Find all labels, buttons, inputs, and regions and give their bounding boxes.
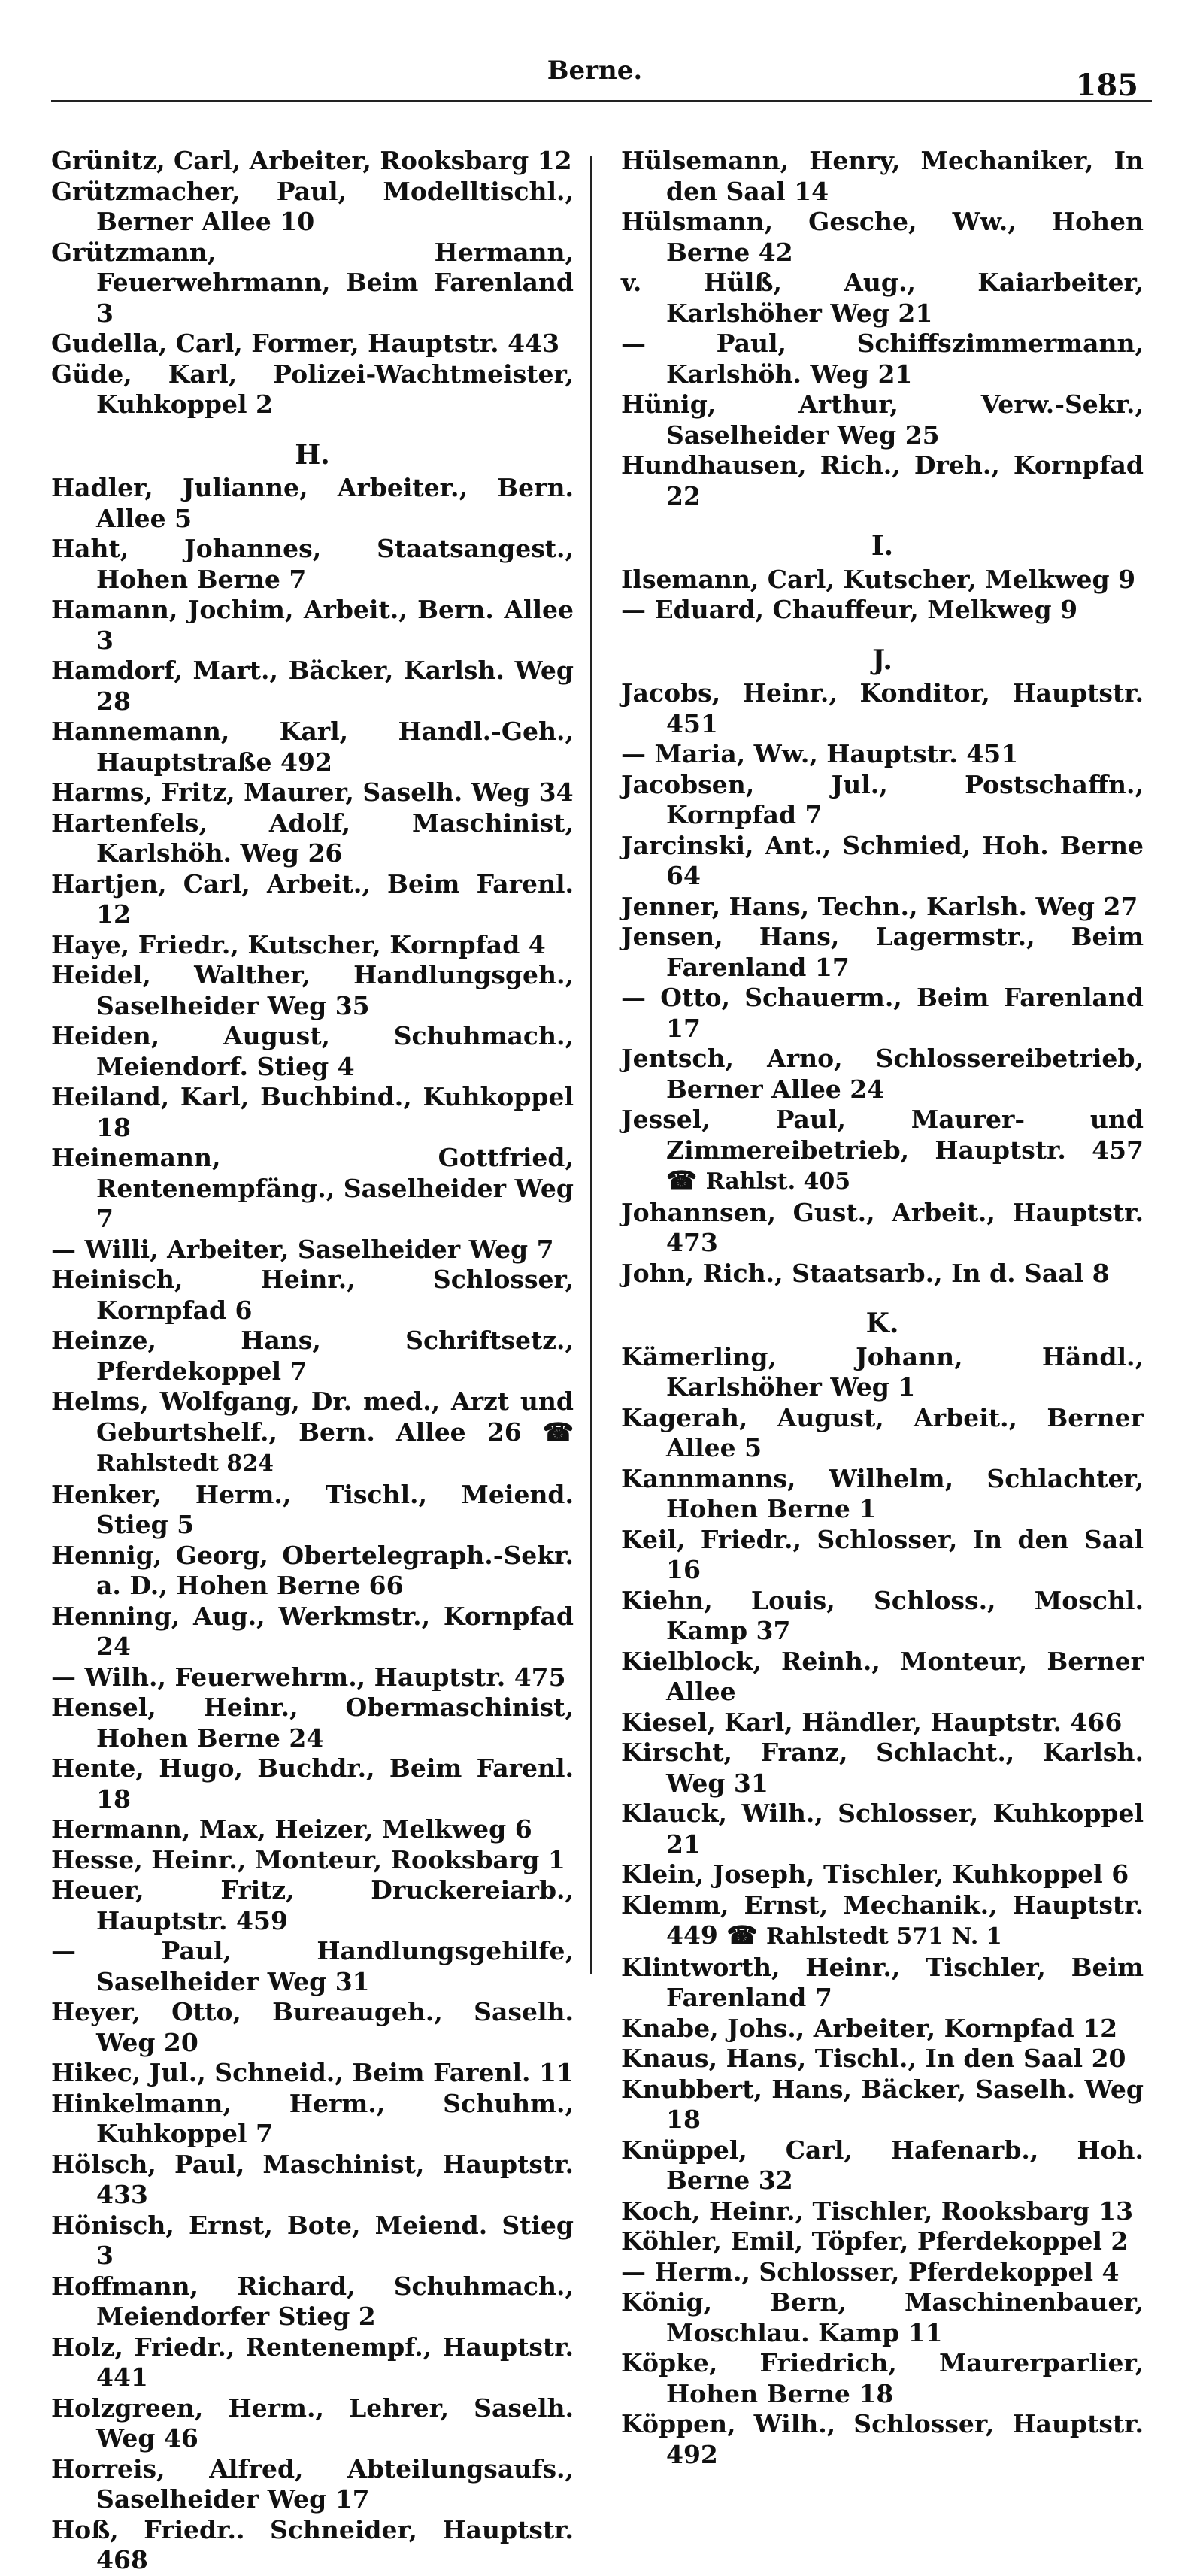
page-header [51, 50, 1138, 102]
directory-entry [621, 983, 1144, 1044]
directory-entry [621, 2409, 1144, 2470]
directory-entry [621, 1738, 1144, 1799]
entry-text: Hensel, Heinr., Obermaschinist, Hohen Berne 24 [51, 1693, 574, 1753]
entry-text: Kielblock, Reinh., Monteur, Berner Allee [621, 1646, 1144, 1706]
entry-text: Gudella, Carl, Former, Hauptstr. 443 [51, 329, 560, 358]
directory-entry [621, 739, 1144, 770]
entry-text: Jentsch, Arno, Schlossereibetrieb, Berner Allee 24 [621, 1044, 1144, 1104]
entry-text: Hesse, Heinr., Monteur, Rooksbarg 1 [51, 1844, 565, 1874]
directory-entry [51, 2058, 574, 2089]
entry-text: Johannsen, Gust., Arbeit., Hauptstr. 473 [621, 1197, 1144, 1257]
section-letter: H. [295, 438, 330, 471]
telephone-icon: ☎ [666, 1165, 706, 1195]
entry-text: Hikec, Jul., Schneid., Beim Farenl. 11 [51, 2058, 574, 2087]
directory-entry [621, 2348, 1144, 2409]
directory-entry [51, 2150, 574, 2211]
entry-text: Hente, Hugo, Buchdr., Beim Farenl. 18 [51, 1753, 574, 1814]
directory-entry [51, 808, 574, 869]
entry-text: Knaus, Hans, Tischl., In den Saal 20 [621, 2044, 1126, 2073]
directory-entry [621, 2226, 1144, 2257]
entry-text: — Eduard, Chauffeur, Melkweg 9 [621, 595, 1078, 624]
entry-text: Hoffmann, Richard, Schuhmach., Meiendorfer Stieg 2 [51, 2271, 574, 2331]
directory-entry [621, 1647, 1144, 1708]
section-letter: I. [871, 530, 894, 562]
entry-text: Hadler, Julianne, Arbeiter., Bern. Allee 5 [51, 473, 574, 533]
directory-entry [51, 1693, 574, 1753]
directory-entry [621, 1464, 1144, 1525]
directory-entry [51, 2332, 574, 2393]
directory-entry [51, 177, 574, 238]
entry-text: Knubbert, Hans, Bäcker, Saselh. Weg 18 [621, 2074, 1144, 2134]
entry-text: John, Rich., Staatsarb., In d. Saal 8 [621, 1258, 1110, 1288]
directory-entry [621, 2257, 1144, 2288]
entry-text: Heidel, Walther, Handlungsgeh., Saselheider Weg 35 [51, 960, 574, 1020]
entry-text: König, Bern, Maschinenbauer, Moschlau. Kamp 11 [621, 2287, 1144, 2347]
entry-text: Hülsemann, Henry, Mechaniker, In den Saal 14 [621, 146, 1144, 206]
entry-text: Koch, Heinr., Tischler, Rooksbarg 13 [621, 2196, 1134, 2226]
directory-entry [51, 717, 574, 777]
entry-text: Heyer, Otto, Bureaugeh., Saselh. Weg 20 [51, 1997, 574, 2057]
telephone-icon: ☎ [717, 1920, 766, 1950]
entry-text: Grünitz, Carl, Arbeiter, Rooksbarg 12 [51, 146, 572, 175]
directory-entry [621, 922, 1144, 983]
directory-entry [621, 1525, 1144, 1586]
directory-entry [51, 1235, 574, 1265]
entry-text: Hoß, Friedr.. Schneider, Hauptstr. 468 [51, 2514, 574, 2574]
entry-text: Hartjen, Carl, Arbeit., Beim Farenl. 12 [51, 868, 574, 929]
entry-text: Köhler, Emil, Töpfer, Pferdekoppel 2 [621, 2226, 1129, 2256]
entry-text: Klintworth, Heinr., Tischler, Beim Farenland 7 [621, 1952, 1144, 2012]
directory-entry [621, 2044, 1144, 2074]
entry-text: Heiland, Karl, Buchbind., Kuhkoppel 18 [51, 1082, 574, 1142]
directory-entry [621, 329, 1144, 389]
directory-entry [621, 565, 1144, 596]
directory-entry [51, 1386, 574, 1480]
directory-entry [51, 1753, 574, 1814]
directory-entry [51, 2393, 574, 2454]
entry-text: — Paul, Schiffszimmermann, Karlshöh. Weg 21 [621, 329, 1144, 389]
directory-entry [51, 930, 574, 961]
entry-text: Hermann, Max, Heizer, Melkweg 6 [51, 1814, 532, 1844]
directory-entry [621, 1259, 1144, 1290]
directory-entry [51, 1875, 574, 1936]
directory-entry [51, 960, 574, 1021]
entry-text: — Maria, Ww., Hauptstr. 451 [621, 739, 1019, 768]
entry-text: Kämerling, Johann, Händl., Karlshöher Weg 1 [621, 1341, 1144, 1402]
entry-text: Henning, Aug., Werkmstr., Kornpfad 24 [51, 1601, 574, 1661]
entry-text: Knüppel, Carl, Hafenarb., Hoh. Berne 32 [621, 2135, 1144, 2195]
directory-entry [51, 777, 574, 808]
entry-text: Ilsemann, Carl, Kutscher, Melkweg 9 [621, 564, 1136, 594]
directory-entry [621, 1403, 1144, 1464]
directory-entry [621, 1890, 1144, 1953]
entry-text: Haht, Johannes, Staatsangest., Hohen Berne 7 [51, 534, 574, 594]
directory-entry [51, 534, 574, 595]
entry-text: Klein, Joseph, Tischler, Kuhkoppel 6 [621, 1859, 1129, 1889]
entry-text: Hennig, Georg, Obertelegraph.-Sekr. a. D., Hohen Berne 66 [51, 1540, 574, 1600]
directory-entry [621, 1342, 1144, 1403]
entry-text: Heuer, Fritz, Druckereiarb., Hauptstr. 459 [51, 1875, 574, 1935]
entry-text: Hannemann, Karl, Handl.-Geh., Hauptstraße 492 [51, 717, 574, 777]
directory-entry [621, 207, 1144, 268]
directory-entry [621, 831, 1144, 892]
directory-entry [51, 359, 574, 420]
telephone-number: Rahlstedt 571 N. 1 [765, 1923, 1002, 1950]
directory-entry [621, 892, 1144, 923]
directory-entry [621, 595, 1144, 626]
entry-text: Hülsmann, Gesche, Ww., Hohen Berne 42 [621, 207, 1144, 267]
directory-entry [621, 2074, 1144, 2135]
entry-text: Kiehn, Louis, Schloss., Moschl. Kamp 37 [621, 1585, 1144, 1645]
header-rule [51, 100, 1152, 102]
entry-text: Köppen, Wilh., Schlosser, Hauptstr. 492 [621, 2409, 1144, 2469]
entry-text: Kagerah, August, Arbeit., Berner Allee 5 [621, 1402, 1144, 1462]
directory-entry [621, 1859, 1144, 1890]
directory-entry [51, 329, 574, 359]
directory-entry [621, 2014, 1144, 2044]
entry-text: — Willi, Arbeiter, Saselheider Weg 7 [51, 1234, 554, 1264]
directory-entry [621, 1105, 1144, 1198]
directory-entry [621, 1799, 1144, 1859]
directory-entry [51, 2089, 574, 2150]
entry-text: Harms, Fritz, Maurer, Saselh. Weg 34 [51, 777, 574, 807]
entry-text: Jensen, Hans, Lagermstr., Beim Farenland 17 [621, 922, 1144, 982]
directory-entry [51, 1480, 574, 1541]
entry-text: Hamann, Jochim, Arbeit., Bern. Allee 3 [51, 595, 574, 655]
entry-text: Klauck, Wilh., Schlosser, Kuhkoppel 21 [621, 1799, 1144, 1859]
directory-entry [51, 473, 574, 534]
directory-entry [51, 2211, 574, 2271]
left-column [51, 146, 574, 2576]
entry-text: Hundhausen, Rich., Dreh., Kornpfad 22 [621, 450, 1144, 511]
directory-entry [51, 1662, 574, 1693]
directory-entry [51, 1082, 574, 1143]
column-divider [590, 156, 592, 1974]
directory-entry [621, 146, 1144, 207]
telephone-number: Rahlstedt 824 [96, 1450, 274, 1477]
directory-entry [51, 1265, 574, 1326]
directory-entry [51, 656, 574, 717]
entry-text: Heinisch, Heinr., Schlosser, Kornpfad 6 [51, 1265, 574, 1325]
entry-text: Keil, Friedr., Schlosser, In den Saal 16 [621, 1524, 1144, 1584]
entry-text: Jacobs, Heinr., Konditor, Hauptstr. 451 [621, 678, 1144, 738]
directory-entry [51, 238, 574, 329]
directory-entry [51, 1143, 574, 1235]
entry-text: Klemm, Ernst, Mechanik., Hauptstr. 449 [621, 1890, 1144, 1950]
entry-text: Horreis, Alfred, Abteilungsaufs., Saselheider Weg 17 [51, 2453, 574, 2514]
entry-text: Hartenfels, Adolf, Maschinist, Karlshöh. Weg 26 [51, 808, 574, 868]
directory-entry [621, 2287, 1144, 2348]
entry-text: Hünig, Arthur, Verw.-Sekr., Saselheider Weg 25 [621, 389, 1144, 450]
entry-text: Knabe, Johs., Arbeiter, Kornpfad 12 [621, 2013, 1118, 2043]
entry-text: Henker, Herm., Tischl., Meiend. Stieg 5 [51, 1479, 574, 1539]
directory-entry [621, 268, 1144, 329]
directory-entry [51, 869, 574, 930]
directory-entry [621, 1708, 1144, 1738]
page-number: 185 [1075, 68, 1138, 103]
directory-entry [51, 2515, 574, 2576]
entry-text: Haye, Friedr., Kutscher, Kornpfad 4 [51, 929, 546, 959]
directory-entry [51, 1021, 574, 1082]
entry-text: Grützmacher, Paul, Modelltischl., Berner Allee 10 [51, 176, 574, 236]
entry-text: Hölsch, Paul, Maschinist, Hauptstr. 433 [51, 2149, 574, 2209]
entry-text: — Paul, Handlungsgehilfe, Saselheider Weg 31 [51, 1936, 574, 1996]
directory-entry [51, 1936, 574, 1997]
directory-entry [621, 1044, 1144, 1105]
entry-text: v. Hülß, Aug., Kaiarbeiter, Karlshöher Weg 21 [621, 268, 1144, 328]
entry-text: Heinemann, Gottfried, Rentenempfäng., Saselheider Weg 7 [51, 1143, 574, 1233]
directory-entry [621, 450, 1144, 511]
entry-text: Holz, Friedr., Rentenempf., Hauptstr. 441 [51, 2332, 574, 2392]
entry-text: — Herm., Schlosser, Pferdekoppel 4 [621, 2256, 1120, 2287]
directory-entry [621, 1198, 1144, 1259]
entry-text: Grützmann, Hermann, Feuerwehrmann, Beim Farenland 3 [51, 237, 574, 328]
directory-entry [621, 2135, 1144, 2196]
directory-entry [51, 1602, 574, 1662]
directory-entry [51, 595, 574, 656]
entry-text: Kannmanns, Wilhelm, Schlachter, Hohen Berne 1 [621, 1463, 1144, 1523]
directory-entry [51, 1845, 574, 1876]
entry-text: Hönisch, Ernst, Bote, Meiend. Stieg 3 [51, 2210, 574, 2270]
right-column [621, 146, 1144, 2470]
directory-entry [621, 389, 1144, 450]
entry-text: Hamdorf, Mart., Bäcker, Karlsh. Weg 28 [51, 656, 574, 716]
section-letter: J. [872, 644, 892, 676]
directory-entry [621, 770, 1144, 831]
entry-text: Jarcinski, Ant., Schmied, Hoh. Berne 64 [621, 830, 1144, 890]
entry-text: Kirscht, Franz, Schlacht., Karlsh. Weg 31 [621, 1738, 1144, 1798]
entry-text: Hinkelmann, Herm., Schuhm., Kuhkoppel 7 [51, 2088, 574, 2148]
directory-entry [621, 678, 1144, 739]
entry-text: Helms, Wolfgang, Dr. med., Arzt und Geburtshelf., Bern. Allee 26 [51, 1386, 574, 1447]
telephone-number: Rahlst. 405 [705, 1168, 851, 1195]
entry-text: — Otto, Schauerm., Beim Farenland 17 [621, 983, 1144, 1043]
directory-entry [621, 1953, 1144, 2014]
directory-entry [51, 1326, 574, 1386]
directory-entry [51, 2454, 574, 2515]
entry-text: Kiesel, Karl, Händler, Hauptstr. 466 [621, 1707, 1123, 1737]
entry-text: Güde, Karl, Polizei-Wachtmeister, Kuhkoppel 2 [51, 359, 574, 419]
directory-entry [51, 146, 574, 177]
directory-entry [621, 1586, 1144, 1647]
entry-text: Holzgreen, Herm., Lehrer, Saselh. Weg 46 [51, 2393, 574, 2453]
entry-text: — Wilh., Feuerwehrm., Hauptstr. 475 [51, 1662, 566, 1692]
entry-text: Jessel, Paul, Maurer- und Zimmereibetrieb, Hauptstr. 457 [621, 1105, 1144, 1165]
entry-text: Heinze, Hans, Schriftsetz., Pferdekoppel 7 [51, 1326, 574, 1386]
directory-entry [51, 1814, 574, 1845]
directory-entry [51, 1997, 574, 2058]
running-title: Berne. [547, 56, 643, 86]
directory-entry [51, 1541, 574, 1602]
section-letter: K. [865, 1308, 899, 1339]
telephone-icon: ☎ [521, 1417, 574, 1447]
entry-text: Köpke, Friedrich, Maurerparlier, Hohen Berne 18 [621, 2348, 1144, 2408]
entry-text: Jenner, Hans, Techn., Karlsh. Weg 27 [621, 891, 1138, 921]
entry-text: Heiden, August, Schuhmach., Meiendorf. Stieg 4 [51, 1021, 574, 1081]
directory-entry [51, 2271, 574, 2332]
entry-text: Jacobsen, Jul., Postschaffn., Kornpfad 7 [621, 769, 1144, 829]
directory-entry [621, 2196, 1144, 2227]
